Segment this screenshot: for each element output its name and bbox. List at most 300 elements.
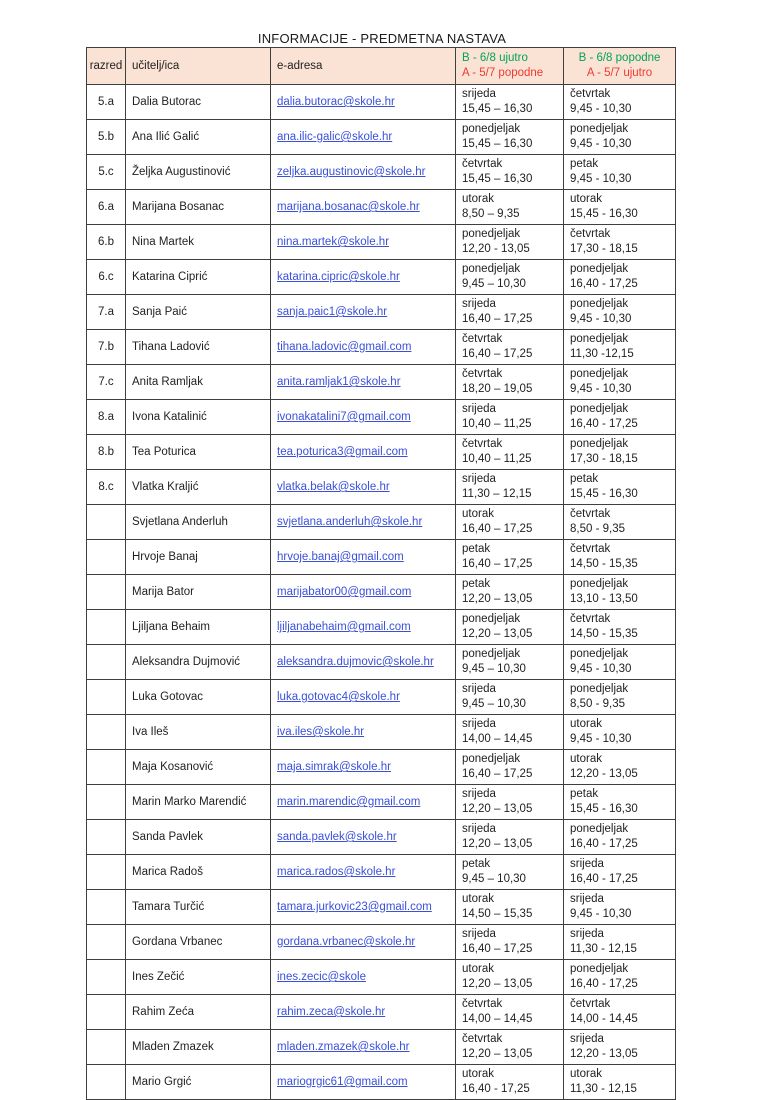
termin2-time: 14,00 - 14,45 (570, 1013, 638, 1025)
termin1-time: 16,40 – 17,25 (462, 768, 533, 780)
termin1-day: srijeda (462, 403, 496, 415)
termin1-day: srijeda (462, 298, 496, 310)
teacher-cell: Hrvoje Banaj (126, 540, 271, 575)
termin2-day: ponedjeljak (570, 438, 629, 450)
termin1-cell (456, 750, 564, 785)
termin2-cell (564, 295, 676, 330)
termin2-cell (564, 645, 676, 680)
termin2-time: 17,30 - 18,15 (570, 453, 638, 465)
termin2-time: 8,50 - 9,35 (570, 698, 625, 710)
termin2-cell (564, 155, 676, 190)
table-row (87, 785, 676, 820)
email-link[interactable]: marijabator00@gmail.com (277, 586, 412, 598)
email-link[interactable]: mariogrgic61@gmail.com (277, 1076, 408, 1088)
termin2-day: srijeda (570, 893, 604, 905)
termin1-time: 16,40 – 17,25 (462, 348, 533, 360)
email-cell (271, 575, 456, 610)
teacher-cell: Luka Gotovac (126, 680, 271, 715)
header-email: e-adresa (271, 48, 456, 85)
email-link[interactable]: gordana.vrbanec@skole.hr (277, 936, 416, 948)
termin2-time: 15,45 - 16,30 (570, 803, 638, 815)
termin1-cell (456, 435, 564, 470)
email-link[interactable]: maja.simrak@skole.hr (277, 761, 391, 773)
header-termin2 (564, 48, 676, 85)
table-row (87, 1065, 676, 1100)
razred-cell (87, 610, 126, 645)
email-link[interactable]: ana.ilic-galic@skole.hr (277, 131, 393, 143)
termin2-day: utorak (570, 193, 602, 205)
termin2-cell (564, 85, 676, 120)
termin1-time: 9,45 – 10,30 (462, 278, 526, 290)
termin1-cell (456, 120, 564, 155)
termin1-cell (456, 785, 564, 820)
termin2-time: 15,45 - 16,30 (570, 488, 638, 500)
email-cell (271, 715, 456, 750)
email-link[interactable]: sanda.pavlek@skole.hr (277, 831, 397, 843)
teacher-cell: Anita Ramljak (126, 365, 271, 400)
termin1-time: 12,20 – 13,05 (462, 838, 533, 850)
termin1-time: 9,45 – 10,30 (462, 698, 526, 710)
termin2-time: 13,10 - 13,50 (570, 593, 638, 605)
termin1-day: ponedjeljak (462, 263, 521, 275)
teacher-cell: Marica Radoš (126, 855, 271, 890)
email-link[interactable]: hrvoje.banaj@gmail.com (277, 551, 404, 563)
email-cell (271, 190, 456, 225)
termin1-time: 10,40 – 11,25 (462, 418, 532, 430)
termin1-cell (456, 470, 564, 505)
termin1-day: srijeda (462, 718, 496, 730)
termin1-day: četvrtak (462, 368, 503, 380)
email-link[interactable]: ivonakatalini7@gmail.com (277, 411, 411, 423)
header-row (87, 48, 676, 85)
email-link[interactable]: ines.zecic@skole (277, 971, 367, 983)
termin2-time: 9,45 - 10,30 (570, 663, 632, 675)
termin1-cell (456, 190, 564, 225)
razred-cell: 7.b (87, 330, 126, 365)
termin2-day: utorak (570, 1068, 602, 1080)
email-cell (271, 225, 456, 260)
header-termin1-red: A - 5/7 popodne (462, 67, 544, 79)
email-link[interactable]: mladen.zmazek@skole.hr (277, 1041, 410, 1053)
termin1-cell (456, 295, 564, 330)
table-row (87, 715, 676, 750)
termin2-day: ponedjeljak (570, 263, 629, 275)
termin1-time: 9,45 – 10,30 (462, 663, 526, 675)
termin1-day: srijeda (462, 88, 496, 100)
teacher-cell: Tamara Turčić (126, 890, 271, 925)
termin1-cell (456, 400, 564, 435)
email-link[interactable]: tamara.jurkovic23@gmail.com (277, 901, 432, 913)
email-cell (271, 820, 456, 855)
termin2-time: 16,40 - 17,25 (570, 418, 638, 430)
termin2-cell (564, 925, 676, 960)
termin2-time: 15,45 - 16,30 (570, 208, 638, 220)
table-row (87, 225, 676, 260)
teacher-cell: Aleksandra Dujmović (126, 645, 271, 680)
teacher-cell: Sanja Paić (126, 295, 271, 330)
termin2-time: 11,30 - 12,15 (570, 943, 637, 955)
email-cell (271, 1030, 456, 1065)
table-row (87, 575, 676, 610)
termin1-time: 12,20 – 13,05 (462, 978, 533, 990)
teacher-cell: Ivona Katalinić (126, 400, 271, 435)
termin2-day: petak (570, 158, 599, 170)
table-row (87, 890, 676, 925)
termin1-time: 16,40 - 17,25 (462, 1083, 530, 1095)
termin2-time: 9,45 - 10,30 (570, 173, 632, 185)
teacher-cell: Tihana Ladović (126, 330, 271, 365)
termin1-time: 15,45 – 16,30 (462, 138, 533, 150)
termin2-cell (564, 890, 676, 925)
email-link[interactable]: katarina.cipric@skole.hr (277, 271, 400, 283)
termin1-cell (456, 610, 564, 645)
email-cell (271, 995, 456, 1030)
termin2-cell (564, 540, 676, 575)
termin1-cell (456, 1065, 564, 1100)
razred-cell (87, 505, 126, 540)
razred-cell (87, 855, 126, 890)
termin2-cell (564, 610, 676, 645)
email-cell (271, 785, 456, 820)
email-link[interactable]: iva.iles@skole.hr (277, 726, 365, 738)
termin2-time: 9,45 - 10,30 (570, 908, 632, 920)
termin2-time: 16,40 - 17,25 (570, 873, 638, 885)
termin2-cell (564, 225, 676, 260)
email-link[interactable]: marin.marendic@gmail.com (277, 796, 421, 808)
termin2-day: četvrtak (570, 88, 611, 100)
razred-cell: 6.b (87, 225, 126, 260)
termin2-cell (564, 995, 676, 1030)
email-cell (271, 120, 456, 155)
email-link[interactable]: dalia.butorac@skole.hr (277, 96, 395, 108)
termin1-cell (456, 645, 564, 680)
termin2-time: 11,30 - 12,15 (570, 1083, 637, 1095)
table-row (87, 820, 676, 855)
termin2-day: utorak (570, 753, 602, 765)
termin2-cell (564, 785, 676, 820)
razred-cell (87, 540, 126, 575)
email-cell (271, 890, 456, 925)
email-cell (271, 295, 456, 330)
termin1-day: petak (462, 858, 491, 870)
email-cell (271, 680, 456, 715)
termin1-time: 12,20 – 13,05 (462, 1048, 533, 1060)
table-row (87, 365, 676, 400)
table-body (87, 85, 676, 1100)
table-row (87, 855, 676, 890)
email-cell (271, 330, 456, 365)
header-termin2-red: A - 5/7 ujutro (586, 67, 653, 79)
termin2-day: četvrtak (570, 543, 611, 555)
razred-cell (87, 820, 126, 855)
termin2-day: ponedjeljak (570, 123, 629, 135)
termin1-cell (456, 960, 564, 995)
termin1-cell (456, 820, 564, 855)
termin1-day: srijeda (462, 473, 496, 485)
termin2-day: petak (570, 473, 599, 485)
termin2-cell (564, 400, 676, 435)
table-row (87, 925, 676, 960)
teacher-cell: Ana Ilić Galić (126, 120, 271, 155)
email-link[interactable]: marijana.bosanac@skole.hr (277, 201, 420, 213)
termin2-time: 8,50 - 9,35 (570, 523, 625, 535)
razred-cell: 5.b (87, 120, 126, 155)
email-cell (271, 260, 456, 295)
teacher-cell: Mladen Zmazek (126, 1030, 271, 1065)
termin2-day: ponedjeljak (570, 368, 629, 380)
email-cell (271, 540, 456, 575)
teacher-cell: Ines Zečić (126, 960, 271, 995)
termin2-cell (564, 820, 676, 855)
termin2-cell (564, 365, 676, 400)
termin2-cell (564, 190, 676, 225)
termin2-cell (564, 1030, 676, 1065)
termin2-time: 14,50 - 15,35 (570, 628, 638, 640)
email-link[interactable]: nina.martek@skole.hr (277, 236, 390, 248)
email-link[interactable]: luka.gotovac4@skole.hr (277, 691, 400, 703)
teacher-cell: Tea Poturica (126, 435, 271, 470)
termin2-cell (564, 505, 676, 540)
table-row (87, 120, 676, 155)
termin2-day: ponedjeljak (570, 648, 629, 660)
termin1-day: utorak (462, 893, 494, 905)
termin1-day: srijeda (462, 823, 496, 835)
header-razred: razred (87, 48, 126, 85)
termin2-day: ponedjeljak (570, 403, 629, 415)
termin1-time: 9,45 – 10,30 (462, 873, 526, 885)
razred-cell (87, 645, 126, 680)
razred-cell (87, 925, 126, 960)
termin1-cell (456, 995, 564, 1030)
email-link[interactable]: svjetlana.anderluh@skole.hr (277, 516, 423, 528)
termin1-day: ponedjeljak (462, 228, 521, 240)
termin2-cell (564, 1065, 676, 1100)
termin2-time: 16,40 - 17,25 (570, 838, 638, 850)
table-row (87, 260, 676, 295)
termin2-time: 16,40 - 17,25 (570, 978, 638, 990)
table-row (87, 960, 676, 995)
termin2-day: ponedjeljak (570, 963, 629, 975)
termin1-time: 8,50 – 9,35 (462, 208, 520, 220)
table-row (87, 470, 676, 505)
email-cell (271, 470, 456, 505)
termin1-day: ponedjeljak (462, 648, 521, 660)
termin1-cell (456, 680, 564, 715)
termin1-time: 14,00 – 14,45 (462, 733, 533, 745)
termin1-cell (456, 575, 564, 610)
email-link[interactable]: sanja.paic1@skole.hr (277, 306, 388, 318)
termin2-day: srijeda (570, 928, 604, 940)
razred-cell: 6.c (87, 260, 126, 295)
termin1-cell (456, 155, 564, 190)
termin1-day: utorak (462, 193, 494, 205)
termin1-cell (456, 85, 564, 120)
termin1-time: 14,00 – 14,45 (462, 1013, 533, 1025)
email-cell (271, 400, 456, 435)
table-row (87, 995, 676, 1030)
termin2-day: srijeda (570, 858, 604, 870)
termin2-cell (564, 855, 676, 890)
header-termin2-green: B - 6/8 popodne (578, 52, 661, 64)
termin2-day: ponedjeljak (570, 823, 629, 835)
email-cell (271, 925, 456, 960)
termin2-cell (564, 680, 676, 715)
termin2-day: ponedjeljak (570, 298, 629, 310)
termin1-cell (456, 715, 564, 750)
termin2-time: 14,50 - 15,35 (570, 558, 638, 570)
email-cell (271, 365, 456, 400)
termin1-time: 11,30 – 12,15 (462, 488, 532, 500)
razred-cell (87, 750, 126, 785)
teacher-cell: Mario Grgić (126, 1065, 271, 1100)
table-row (87, 85, 676, 120)
termin1-day: petak (462, 543, 491, 555)
termin1-day: četvrtak (462, 158, 503, 170)
table-row (87, 295, 676, 330)
email-cell (271, 645, 456, 680)
termin1-day: ponedjeljak (462, 753, 521, 765)
termin2-time: 16,40 - 17,25 (570, 278, 638, 290)
termin1-day: utorak (462, 1068, 494, 1080)
razred-cell: 7.a (87, 295, 126, 330)
termin1-day: četvrtak (462, 438, 503, 450)
razred-cell (87, 785, 126, 820)
termin1-time: 12,20 – 13,05 (462, 628, 533, 640)
razred-cell (87, 715, 126, 750)
email-link[interactable]: vlatka.belak@skole.hr (277, 481, 390, 493)
razred-cell: 6.a (87, 190, 126, 225)
email-cell (271, 155, 456, 190)
header-termin1-green: B - 6/8 ujutro (462, 52, 528, 64)
termin2-time: 9,45 - 10,30 (570, 733, 632, 745)
email-cell (271, 750, 456, 785)
table-row (87, 1030, 676, 1065)
termin2-cell (564, 435, 676, 470)
termin2-cell (564, 470, 676, 505)
razred-cell: 8.a (87, 400, 126, 435)
termin2-time: 17,30 - 18,15 (570, 243, 638, 255)
termin2-day: utorak (570, 718, 602, 730)
termin1-cell (456, 330, 564, 365)
termin1-day: petak (462, 578, 491, 590)
termin2-cell (564, 960, 676, 995)
termin2-day: ponedjeljak (570, 683, 629, 695)
teacher-cell: Marin Marko Marendić (126, 785, 271, 820)
teacher-cell: Nina Martek (126, 225, 271, 260)
email-link[interactable]: tea.poturica3@gmail.com (277, 446, 408, 458)
razred-cell (87, 1030, 126, 1065)
termin1-time: 12,20 - 13,05 (462, 243, 530, 255)
razred-cell (87, 1065, 126, 1100)
termin1-cell (456, 925, 564, 960)
termin1-time: 18,20 – 19,05 (462, 383, 533, 395)
email-link[interactable]: ljiljanabehaim@gmail.com (277, 621, 411, 633)
termin2-cell (564, 715, 676, 750)
email-cell (271, 855, 456, 890)
termin2-day: ponedjeljak (570, 578, 629, 590)
termin2-cell (564, 120, 676, 155)
razred-cell: 8.c (87, 470, 126, 505)
termin1-time: 14,50 – 15,35 (462, 908, 533, 920)
teacher-cell: Dalia Butorac (126, 85, 271, 120)
termin1-cell (456, 260, 564, 295)
termin1-cell (456, 1030, 564, 1065)
termin1-cell (456, 225, 564, 260)
teacher-cell: Vlatka Kraljić (126, 470, 271, 505)
table-row (87, 750, 676, 785)
table-row (87, 680, 676, 715)
teacher-cell: Marija Bator (126, 575, 271, 610)
termin2-time: 12,20 - 13,05 (570, 1048, 638, 1060)
email-cell (271, 960, 456, 995)
termin1-cell (456, 505, 564, 540)
termin2-day: četvrtak (570, 228, 611, 240)
table-row (87, 330, 676, 365)
razred-cell (87, 960, 126, 995)
razred-cell: 5.a (87, 85, 126, 120)
email-link[interactable]: aleksandra.dujmovic@skole.hr (277, 656, 434, 668)
termin1-time: 15,45 – 16,30 (462, 103, 533, 115)
table-row (87, 435, 676, 470)
termin2-day: srijeda (570, 1033, 604, 1045)
email-link[interactable]: marica.rados@skole.hr (277, 866, 396, 878)
teacher-cell: Rahim Zeća (126, 995, 271, 1030)
termin1-day: četvrtak (462, 333, 503, 345)
termin1-cell (456, 540, 564, 575)
termin2-time: 9,45 - 10,30 (570, 103, 632, 115)
termin1-time: 12,20 – 13,05 (462, 593, 533, 605)
header-teacher: učitelj/ica (126, 48, 271, 85)
table-row (87, 400, 676, 435)
teacher-cell: Maja Kosanović (126, 750, 271, 785)
termin1-day: ponedjeljak (462, 123, 521, 135)
header-termin1 (456, 48, 564, 85)
teacher-cell: Sanda Pavlek (126, 820, 271, 855)
termin2-cell (564, 330, 676, 365)
termin1-cell (456, 365, 564, 400)
termin1-time: 16,40 – 17,25 (462, 313, 533, 325)
email-cell (271, 85, 456, 120)
razred-cell: 5.c (87, 155, 126, 190)
page-title: INFORMACIJE - PREDMETNA NASTAVA (257, 31, 507, 46)
termin1-time: 16,40 – 17,25 (462, 558, 533, 570)
email-link[interactable]: rahim.zeca@skole.hr (277, 1006, 386, 1018)
termin1-day: srijeda (462, 788, 496, 800)
email-link[interactable]: anita.ramljak1@skole.hr (277, 376, 401, 388)
termin2-cell (564, 750, 676, 785)
termin1-day: četvrtak (462, 1033, 503, 1045)
razred-cell: 8.b (87, 435, 126, 470)
table-row (87, 505, 676, 540)
termin1-day: utorak (462, 963, 494, 975)
termin2-day: četvrtak (570, 508, 611, 520)
razred-cell (87, 680, 126, 715)
termin2-time: 9,45 - 10,30 (570, 138, 632, 150)
termin2-cell (564, 575, 676, 610)
teacher-cell: Katarina Ciprić (126, 260, 271, 295)
termin1-day: srijeda (462, 683, 496, 695)
email-link[interactable]: tihana.ladovic@gmail.com (277, 341, 412, 353)
teacher-cell: Ljiljana Behaim (126, 610, 271, 645)
email-cell (271, 610, 456, 645)
razred-cell: 7.c (87, 365, 126, 400)
teacher-cell: Željka Augustinović (126, 155, 271, 190)
email-link[interactable]: zeljka.augustinovic@skole.hr (277, 166, 426, 178)
termin1-cell (456, 890, 564, 925)
table-row (87, 540, 676, 575)
teacher-cell: Svjetlana Anderluh (126, 505, 271, 540)
table-row (87, 645, 676, 680)
